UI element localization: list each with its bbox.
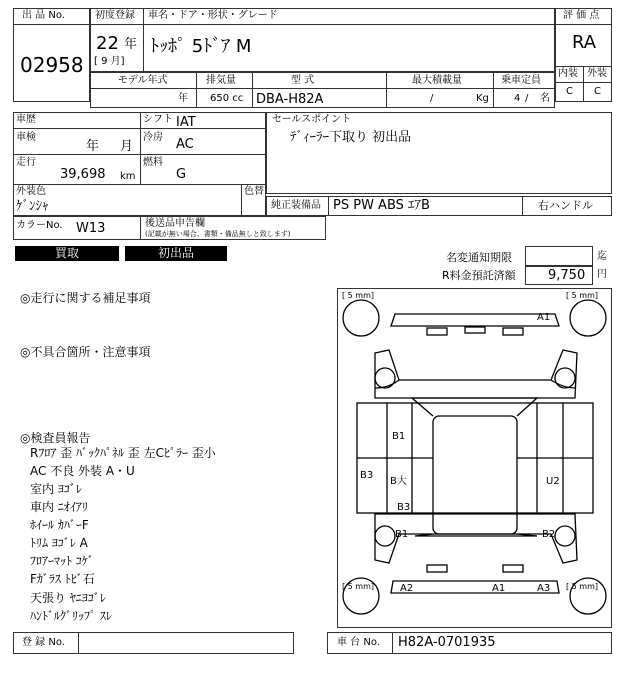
- model-year-label: モデル年式: [118, 75, 168, 86]
- recycle-value: 9,750: [548, 268, 586, 283]
- mark-a1-top: A1: [537, 312, 551, 323]
- displacement-value: 650 cc: [210, 93, 244, 104]
- mark-a2: A2: [400, 583, 414, 594]
- ext-color-value: ｹﾞﾝｼｬ: [16, 199, 49, 214]
- tire-front-right: [570, 300, 606, 336]
- lot-number: 02958: [20, 53, 84, 77]
- first-listing-badge: 初出品: [125, 246, 227, 261]
- fuel-label: 燃料: [143, 157, 163, 168]
- mark-b2: B2: [542, 529, 556, 540]
- mark-u2: U2: [546, 476, 560, 487]
- tire-front-left: [343, 300, 379, 336]
- color-change-label: 色替: [244, 186, 264, 197]
- inspector-line: 室内 ﾖｺﾞﾚ: [30, 482, 82, 496]
- max-load-unit: Kg: [476, 93, 489, 104]
- inspector-line: AC 不良 外装 A・U: [30, 464, 135, 478]
- exterior-label: 外装: [587, 68, 607, 79]
- chassis-label: 車 台 No.: [337, 637, 380, 648]
- capacity-sep: /: [525, 93, 529, 104]
- history-label: 車歴: [16, 114, 36, 125]
- reg-no-label: 登 録 No.: [22, 637, 65, 648]
- tire-rr-label: [ 5 mm]: [566, 582, 599, 591]
- inspector-line: ﾎｲｰﾙ ｶﾊﾞｰF: [30, 518, 89, 532]
- inspector-title: ◎検査員報告: [20, 431, 91, 445]
- tire-fl-label: [ 5 mm]: [342, 291, 375, 300]
- equip-value: PS PW ABS ｴｱB: [333, 198, 430, 213]
- shift-label: シフト: [143, 114, 173, 125]
- front-bumper: [391, 314, 559, 326]
- exterior-grade: C: [594, 86, 601, 97]
- reg-year-unit: 年: [124, 37, 138, 52]
- color-no-label: カラーNo.: [16, 220, 63, 231]
- ext-color-label: 外装色: [16, 186, 46, 197]
- shaken-month: 月: [120, 139, 134, 154]
- score-label: 評 価 点: [563, 10, 600, 21]
- equip-label: 純正装備品: [271, 200, 321, 211]
- recycle-unit: 円: [597, 269, 607, 280]
- capacity-value: 4: [514, 93, 521, 104]
- car-name-label: 車名・ドア・形状・グレード: [148, 10, 278, 21]
- name-change-unit: 迄: [597, 251, 607, 262]
- roof: [433, 416, 517, 534]
- shift-value: IAT: [176, 115, 196, 130]
- max-load-label: 最大積載量: [412, 75, 462, 86]
- inspector-line: ﾄﾘﾑ ﾖｺﾞﾚ A: [30, 536, 88, 550]
- sales-point-value: ﾃﾞｨｰﾗｰ下取り 初出品: [290, 130, 412, 145]
- model-type: DBA-H82A: [256, 92, 324, 107]
- max-load-sep: /: [430, 93, 434, 104]
- lot-label: 出 品 No.: [22, 10, 65, 21]
- mark-b-big: B大: [390, 476, 407, 487]
- model-year-unit: 年: [178, 93, 188, 104]
- shaken-label: 車検: [16, 132, 36, 143]
- inspector-line: Rﾌﾛｱ 歪 ﾊﾞｯｸﾊﾟﾈﾙ 歪 左Cﾋﾟﾗｰ 歪小: [30, 446, 216, 460]
- mark-b1-lower: B1: [395, 529, 409, 540]
- sales-point-label: セールスポイント: [272, 114, 352, 125]
- capacity-label: 乗車定員: [501, 75, 541, 86]
- mark-b3-left: B3: [360, 470, 374, 481]
- mileage-label: 走行: [16, 157, 36, 168]
- mark-a1-bottom: A1: [492, 583, 506, 594]
- first-reg-label: 初度登録: [95, 10, 135, 21]
- ac-label: 冷房: [143, 132, 163, 143]
- tire-rl-label: [ 5 mm]: [342, 582, 375, 591]
- interior-label: 内装: [558, 68, 578, 79]
- car-name: ﾄｯﾎﾟ 5ﾄﾞｱ M: [150, 36, 252, 57]
- mark-a3: A3: [537, 583, 551, 594]
- reg-month: [ 9 月]: [94, 56, 125, 67]
- defects-title: ◎不具合箇所・注意事項: [20, 345, 151, 359]
- inspector-line: 車内 ﾆｵｲｱﾘ: [30, 500, 88, 514]
- later-decl-label: 後送品申告欄: [145, 218, 205, 229]
- capacity-unit: 名: [540, 93, 550, 104]
- color-no-value: W13: [76, 221, 106, 236]
- mark-b1-left: B1: [392, 431, 406, 442]
- mileage-value: 39,698: [60, 167, 106, 182]
- shaken-year: 年: [86, 139, 100, 154]
- ac-value: AC: [176, 137, 194, 152]
- recycle-label: R料金預託済額: [442, 269, 516, 282]
- rear-bumper: [391, 581, 559, 593]
- name-change-box: [525, 246, 593, 266]
- interior-grade: C: [566, 86, 573, 97]
- inspector-line: ﾊﾝﾄﾞﾙｸﾞﾘｯﾌﾟ ｽﾚ: [30, 609, 112, 623]
- car-diagram: [337, 288, 612, 628]
- later-decl-note: (記載が無い場合、書類・備品無しと致します): [145, 230, 291, 238]
- inspector-line: Fｶﾞﾗｽ ﾄﾋﾞ石: [30, 572, 95, 586]
- handle-value: 右ハンドル: [538, 199, 593, 212]
- name-change-label: 名変通知期限: [446, 251, 512, 264]
- tire-fr-label: [ 5 mm]: [566, 291, 599, 300]
- inspector-line: 天張り ﾔﾆﾖｺﾞﾚ: [30, 591, 106, 605]
- front-side-view: [375, 350, 577, 398]
- mark-b3-lower: B3: [397, 502, 411, 513]
- fuel-value: G: [176, 167, 187, 182]
- reg-year: 22: [96, 33, 119, 54]
- score-value: RA: [572, 32, 597, 53]
- mileage-unit: km: [120, 171, 136, 182]
- inspector-line: ﾌﾛｱｰﾏｯﾄ ｺｹﾞ: [30, 554, 94, 568]
- buy-badge: 買取: [15, 246, 119, 261]
- chassis-number: H82A-0701935: [398, 635, 496, 650]
- displacement-label: 排気量: [206, 75, 236, 86]
- type-label: 型 式: [291, 75, 315, 86]
- supp-title: ◎走行に関する補足事項: [20, 291, 151, 305]
